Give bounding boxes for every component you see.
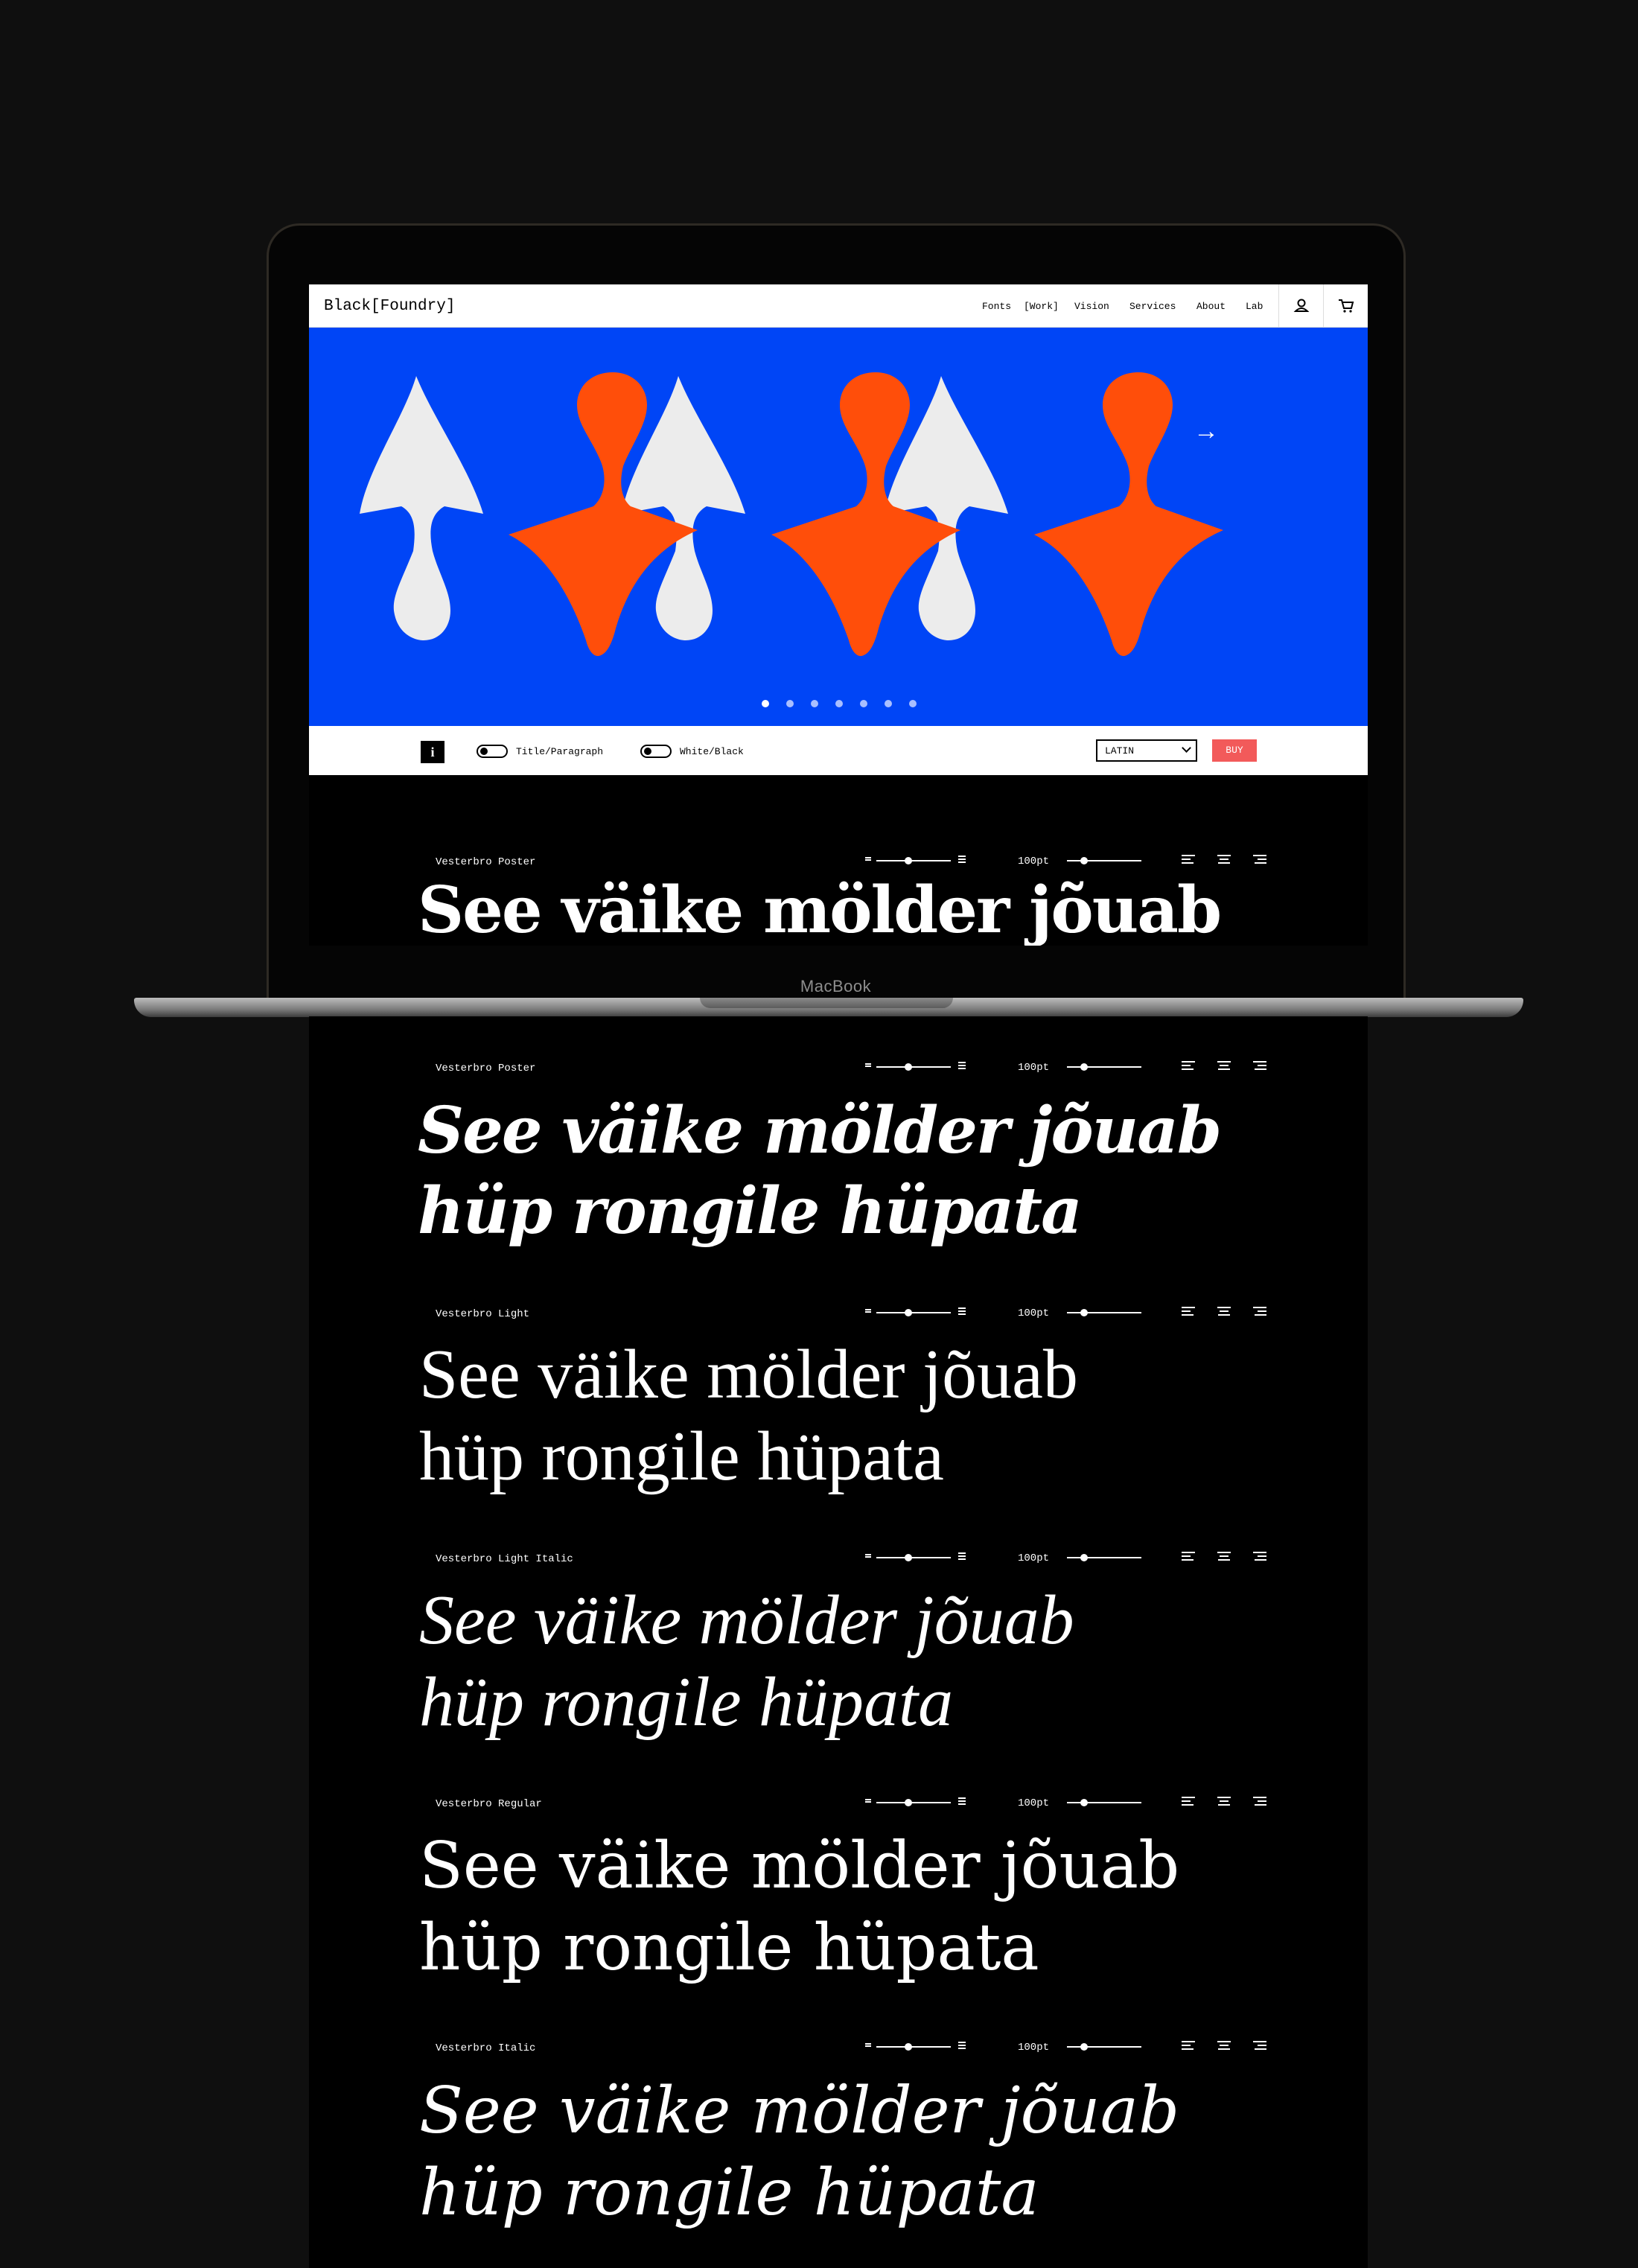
user-icon — [1279, 284, 1324, 328]
leading-slider-knob[interactable] — [905, 1799, 912, 1806]
cart-icon — [1324, 284, 1368, 328]
specimen-line-2: hüp rongile hüpata — [419, 1418, 944, 1495]
info-button[interactable]: i — [421, 741, 444, 763]
font-size-value: 100pt — [1018, 856, 1050, 867]
font-size-value: 100pt — [1018, 2042, 1050, 2054]
size-slider-knob[interactable] — [1080, 2043, 1088, 2051]
hero-banner — [309, 328, 1368, 726]
cart-button[interactable] — [1323, 284, 1368, 328]
align-center-icon[interactable] — [1217, 1797, 1231, 1807]
specimen-text[interactable] — [419, 2070, 1179, 2234]
align-left-icon[interactable] — [1182, 1552, 1195, 1562]
size-slider-knob[interactable] — [1080, 1063, 1088, 1071]
leading-slider[interactable] — [876, 2046, 951, 2048]
leading-large-icon — [958, 1552, 966, 1561]
nav-lab[interactable]: Lab — [1246, 301, 1263, 312]
carousel-dot-7[interactable] — [909, 700, 917, 707]
leading-small-icon — [865, 1799, 871, 1805]
toggle-label: Title/Paragraph — [516, 746, 604, 757]
leading-small-icon — [865, 857, 871, 863]
leading-slider[interactable] — [876, 1557, 951, 1558]
specimen-line-2: hüp rongile hüpata — [418, 1173, 1081, 1249]
chevron-down-icon — [1182, 743, 1191, 753]
nav-fonts[interactable]: Fonts — [982, 301, 1012, 312]
specimen-text[interactable] — [419, 1579, 1074, 1743]
laptop-brand-label: MacBook — [800, 977, 872, 996]
nav-about[interactable]: About — [1196, 301, 1226, 312]
align-right-icon[interactable] — [1253, 1552, 1266, 1562]
size-slider-knob[interactable] — [1080, 1309, 1088, 1316]
align-center-icon[interactable] — [1217, 2041, 1231, 2051]
align-right-icon[interactable] — [1253, 1307, 1266, 1317]
screen — [309, 284, 1368, 946]
align-right-icon[interactable] — [1253, 1797, 1266, 1807]
align-left-icon[interactable] — [1182, 1061, 1195, 1071]
nav-services[interactable]: Services — [1129, 301, 1176, 312]
specimen-line-1: See väike mölder jõuab — [419, 1829, 1180, 1903]
nav-vision[interactable]: Vision — [1074, 301, 1109, 312]
leading-large-icon — [958, 2042, 966, 2051]
script-select[interactable] — [1096, 739, 1197, 762]
account-button[interactable] — [1278, 284, 1323, 328]
buy-button[interactable]: BUY — [1212, 739, 1257, 762]
leading-slider[interactable] — [876, 860, 951, 861]
align-left-icon[interactable] — [1182, 855, 1195, 865]
font-style-label: Vesterbro Italic — [436, 2042, 536, 2054]
specimen-line-2: hüp rongile hüpata — [419, 2156, 1039, 2230]
size-slider[interactable] — [1067, 1557, 1141, 1558]
align-center-icon[interactable] — [1217, 1307, 1231, 1317]
size-slider[interactable] — [1067, 1312, 1141, 1313]
leading-slider-knob[interactable] — [905, 1554, 912, 1561]
toggle-label: White/Black — [680, 746, 744, 757]
align-right-icon[interactable] — [1253, 1061, 1266, 1071]
specimen-line-1: See väike mölder jõuab — [419, 1581, 1074, 1659]
specimen-text[interactable] — [419, 1334, 1078, 1497]
align-left-icon[interactable] — [1182, 2041, 1195, 2051]
align-left-icon[interactable] — [1182, 1307, 1195, 1317]
align-center-icon[interactable] — [1217, 1552, 1231, 1562]
specimen-line-1: See väike mölder jõuab — [419, 1336, 1078, 1413]
next-slide-arrow-icon[interactable]: → — [1194, 417, 1219, 445]
navbar — [309, 284, 1368, 328]
leading-small-icon — [865, 2043, 871, 2049]
specimen-line-1: See väike mölder jõuab — [419, 2074, 1180, 2148]
size-slider[interactable] — [1067, 1802, 1141, 1803]
specimen-line-2: hüp rongile hüpata — [419, 1911, 1039, 1985]
font-style-label: Vesterbro Light Italic — [436, 1553, 573, 1565]
nav-work[interactable]: [Work] — [1024, 301, 1059, 312]
logo[interactable]: Black[Foundry] — [324, 298, 456, 315]
laptop-notch — [700, 998, 953, 1008]
toggle-knob — [480, 748, 488, 755]
carousel-dot-2[interactable] — [786, 700, 794, 707]
align-center-icon[interactable] — [1217, 855, 1231, 865]
specimen-text[interactable] — [419, 1825, 1179, 1989]
specimen-text[interactable]: See väike mölder jõuab — [418, 873, 1221, 946]
font-style-label: Vesterbro Poster — [436, 1063, 536, 1074]
specimen-controls — [436, 1308, 1240, 1331]
white-black-toggle[interactable] — [640, 745, 672, 758]
font-size-value: 100pt — [1018, 1552, 1050, 1564]
align-left-icon[interactable] — [1182, 1797, 1195, 1807]
font-size-value: 100pt — [1018, 1062, 1050, 1074]
size-slider-knob[interactable] — [1080, 857, 1088, 864]
size-slider-knob[interactable] — [1080, 1799, 1088, 1806]
font-style-label: Vesterbro Poster — [436, 856, 536, 868]
leading-slider[interactable] — [876, 1802, 951, 1803]
carousel-dot-3[interactable] — [811, 700, 818, 707]
script-select-value: LATIN — [1105, 745, 1135, 756]
specimen-line-2: hüp rongile hüpata — [419, 1663, 954, 1741]
hero-pattern — [309, 328, 1368, 726]
leading-slider[interactable] — [876, 1066, 951, 1068]
carousel-dot-4[interactable] — [835, 700, 843, 707]
tester-toolbar — [309, 726, 1368, 775]
carousel-dot-1[interactable] — [762, 700, 769, 707]
leading-slider-knob[interactable] — [905, 1309, 912, 1316]
align-center-icon[interactable] — [1217, 1061, 1231, 1071]
page-continuation — [309, 1016, 1368, 2268]
leading-large-icon — [958, 1797, 966, 1806]
carousel-dot-5[interactable] — [860, 700, 867, 707]
align-right-icon[interactable] — [1253, 2041, 1266, 2051]
leading-small-icon — [865, 1554, 871, 1560]
specimen-text[interactable] — [418, 1091, 1220, 1252]
leading-slider-knob[interactable] — [905, 2043, 912, 2051]
specimen-controls — [436, 2042, 1240, 2065]
title-paragraph-toggle[interactable] — [477, 745, 508, 758]
size-slider[interactable] — [1067, 1066, 1141, 1068]
specimen-controls — [436, 1798, 1240, 1821]
specimen-controls — [436, 1553, 1240, 1576]
font-size-value: 100pt — [1018, 1797, 1050, 1809]
leading-small-icon — [865, 1309, 871, 1315]
carousel-dot-6[interactable] — [885, 700, 892, 707]
specimen-line-1: See väike mölder jõuab — [418, 1093, 1221, 1168]
size-slider[interactable] — [1067, 860, 1141, 861]
specimen-controls — [436, 1063, 1240, 1085]
leading-small-icon — [865, 1063, 871, 1069]
leading-large-icon — [958, 856, 966, 864]
align-right-icon[interactable] — [1253, 855, 1266, 865]
leading-slider-knob[interactable] — [905, 1063, 912, 1071]
size-slider[interactable] — [1067, 2046, 1141, 2048]
font-style-label: Vesterbro Light — [436, 1308, 530, 1320]
font-style-label: Vesterbro Regular — [436, 1798, 542, 1810]
leading-large-icon — [958, 1307, 966, 1316]
toggle-knob — [644, 748, 651, 755]
leading-slider[interactable] — [876, 1312, 951, 1313]
font-size-value: 100pt — [1018, 1307, 1050, 1319]
leading-slider-knob[interactable] — [905, 857, 912, 864]
size-slider-knob[interactable] — [1080, 1554, 1088, 1561]
leading-large-icon — [958, 1062, 966, 1071]
